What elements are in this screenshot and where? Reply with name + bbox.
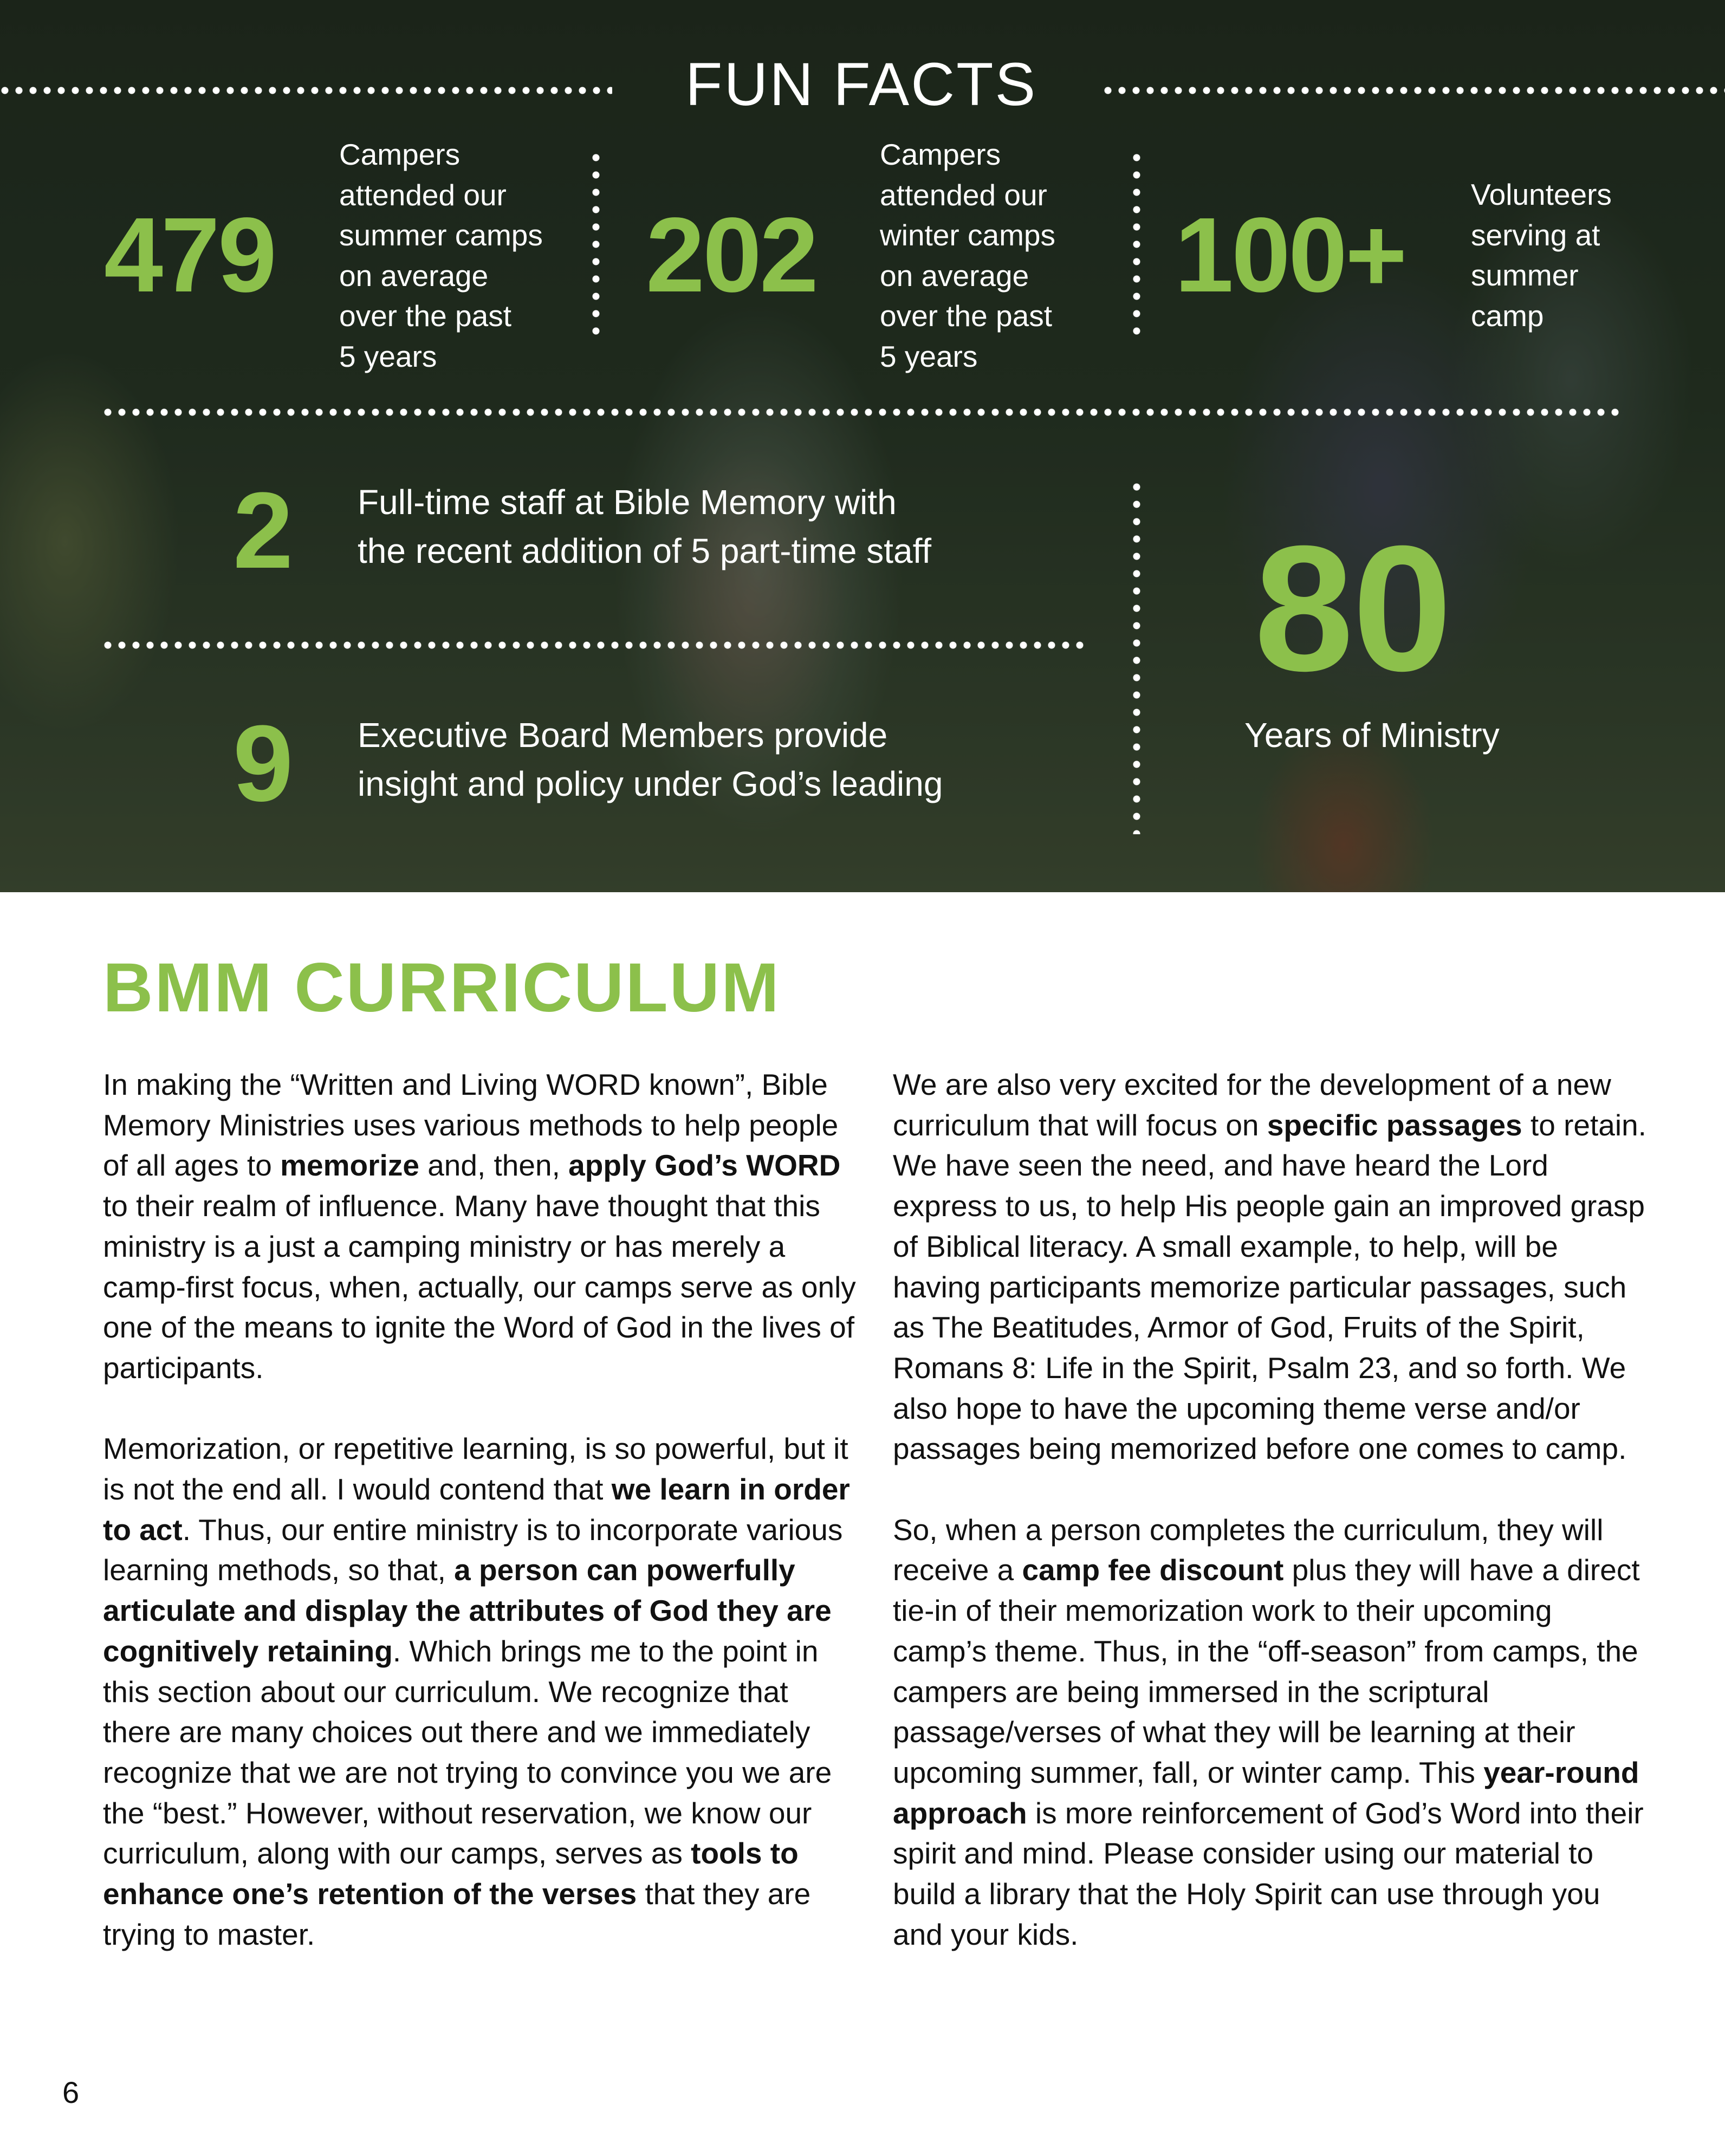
desc-line: on average — [339, 258, 489, 293]
desc-line: insight and policy under God’s leading — [358, 764, 943, 803]
desc-line: attended our — [339, 178, 507, 212]
desc-line: the recent addition of 5 part-time staff — [358, 531, 931, 570]
stat-number-staff: 2 — [233, 470, 291, 591]
stat-number-board: 9 — [233, 703, 291, 824]
page-number: 6 — [62, 2075, 80, 2109]
stat-desc-volunteers — [1471, 174, 1612, 336]
body-text: . Thus, our entire ministry is to incorporate various learning methods, so that, — [103, 1512, 843, 1587]
stat-desc-staff — [358, 478, 931, 575]
desc-line: summer — [1471, 258, 1579, 292]
stat-desc-summer-campers — [339, 134, 543, 376]
desc-line: over the past — [339, 299, 511, 333]
emphasis-text: year-round approach — [893, 1755, 1639, 1830]
desc-line: over the past — [880, 299, 1052, 333]
desc-line: on average — [880, 258, 1029, 293]
stat-desc-board — [358, 711, 943, 808]
emphasis-text: we learn in order to act — [103, 1472, 850, 1547]
body-paragraph — [103, 1428, 856, 1954]
emphasis-text: a person can powerfully articulate and display the attributes of God they are cognitively retaining — [103, 1553, 832, 1668]
emphasis-text: apply God’s WORD — [568, 1148, 841, 1183]
fun-facts-title: FUN FACTS — [685, 50, 1037, 118]
stat-number-volunteers: 100+ — [1175, 196, 1405, 314]
body-text: is more reinforcement of God’s Word into their spirit and mind. Please consider using our material to build a library that the Holy Spirit can use through you and your kids. — [893, 1796, 1644, 1951]
body-paragraph — [103, 1064, 856, 1388]
body-text: . Which brings me to the point in this section about our curriculum. We recognize that there are many choices out there and we immediately recognize that we are not trying to convince you we are the “best.” However, without reservation, we know our curriculum, along with our camps, serves as — [103, 1634, 832, 1871]
dotted-divider-middle — [103, 407, 1624, 417]
fun-facts-hero — [0, 0, 1725, 892]
stat-number-years: 80 — [1254, 508, 1451, 708]
desc-line: summer camps — [339, 218, 543, 252]
desc-line: Campers — [339, 138, 461, 171]
body-text: In making the “Written and Living WORD known”, Bible Memory Ministries uses various methods to help people of all ages to — [103, 1068, 839, 1183]
body-text: So, when a person completes the curriculum, they will receive a — [893, 1512, 1604, 1587]
dotted-divider-vertical-1 — [591, 153, 601, 343]
body-text: and, then, — [419, 1148, 569, 1183]
body-paragraph — [893, 1510, 1651, 1955]
body-text: to their realm of influence. Many have thought that this ministry is a just a camping ministry or has merely a camp-first focus, when, actually, our camps serve as only one of the means to ignite the Word of God in the lives of participants. — [103, 1189, 856, 1385]
desc-line: Executive Board Members provide — [358, 716, 888, 755]
body-text: to retain. We have seen the need, and have heard the Lord express to us, to help His people gain an improved grasp of Biblical literacy. A small example, to help, will be having participants memorize particular passages, such as The Beatitudes, Armor of God, Fruits of the Spirit, Romans 8: Life in the Spirit, Psalm 23, and so forth. We also hope to have the upcoming theme verse and/or passages being memorized before one comes to camp. — [893, 1108, 1646, 1466]
body-column-left — [103, 1064, 856, 1995]
stat-desc-winter-campers — [880, 134, 1055, 376]
body-text: plus they will have a direct tie-in of their memorization work to their upcoming camp’s theme. Thus, in the “off-season” from camps, the campers are being immersed in the scriptural passage/verses of what they will be learning at their upcoming summer, fall, or winter camp. This — [893, 1553, 1640, 1789]
emphasis-text: tools to enhance one’s retention of the verses — [103, 1836, 799, 1911]
desc-line: winter camps — [880, 218, 1055, 252]
body-paragraph — [893, 1064, 1651, 1469]
desc-line: attended our — [880, 178, 1047, 212]
desc-line: Volunteers — [1471, 178, 1612, 211]
desc-line: Campers — [880, 138, 1001, 171]
desc-line: camp — [1471, 298, 1544, 333]
desc-line: 5 years — [339, 339, 437, 373]
desc-line: Full-time staff at Bible Memory with — [358, 483, 897, 522]
emphasis-text: memorize — [280, 1148, 419, 1183]
body-column-right — [893, 1064, 1651, 1995]
body-text: Memorization, or repetitive learning, is so powerful, but it is not the end all. I would contend that — [103, 1432, 848, 1506]
dotted-divider-vertical-3 — [1132, 482, 1142, 834]
desc-line: serving at — [1471, 218, 1600, 252]
dotted-divider-top-left — [0, 86, 612, 95]
dotted-divider-vertical-2 — [1132, 153, 1142, 343]
dotted-divider-lower — [103, 640, 1084, 650]
body-text: that they are trying to master. — [103, 1877, 811, 1951]
body-text: We are also very excited for the development of a new curriculum that will focus on — [893, 1068, 1611, 1142]
emphasis-text: camp fee discount — [1022, 1553, 1284, 1587]
section-heading: BMM CURRICULUM — [103, 949, 781, 1027]
stat-number-summer-campers: 479 — [104, 196, 275, 314]
dotted-divider-top-right — [1103, 86, 1725, 95]
desc-line: 5 years — [880, 339, 978, 373]
emphasis-text: specific passages — [1267, 1108, 1522, 1142]
stat-number-winter-campers: 202 — [646, 196, 817, 314]
stat-label-years: Years of Ministry — [1244, 716, 1500, 755]
